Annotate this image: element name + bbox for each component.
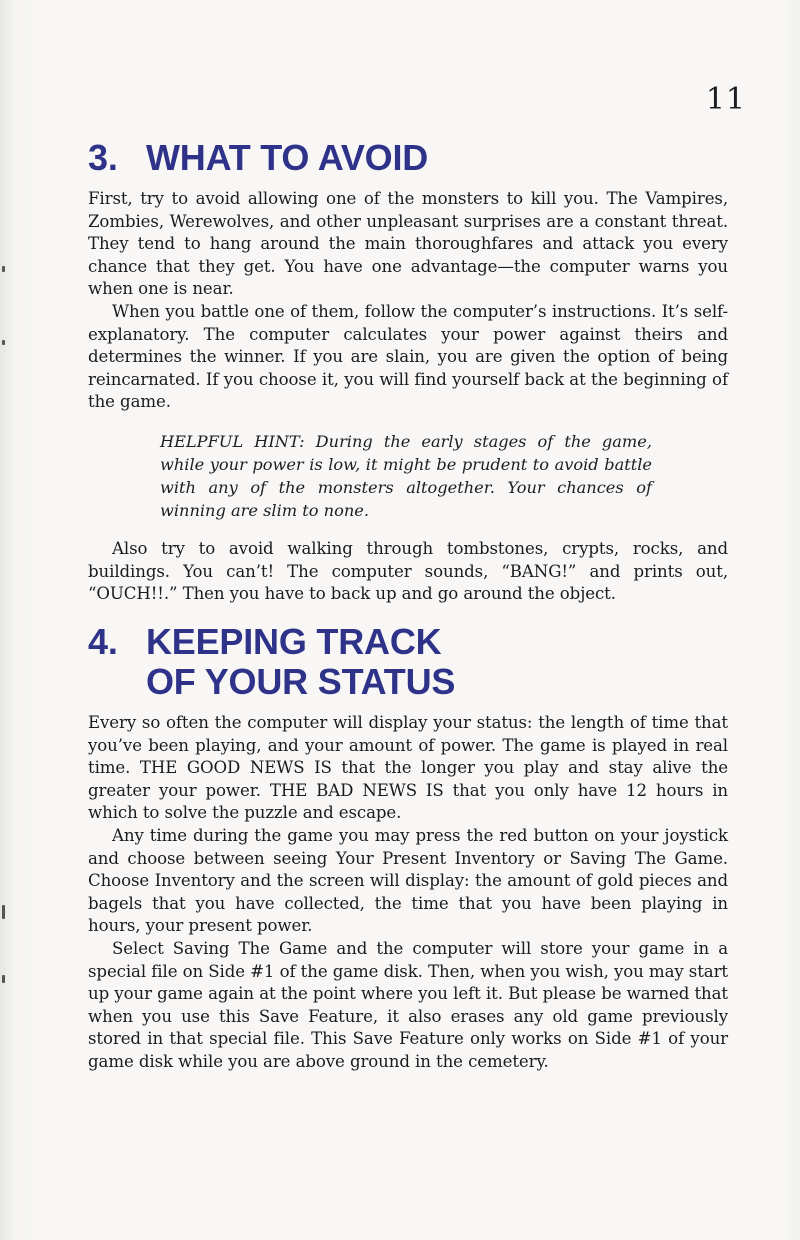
section-keeping-track-of-status [88, 622, 728, 1074]
paragraph: Every so often the computer will display your status: the length of time that you’ve been playing, and your amount of power. The game is played in real time. THE GOOD NEWS IS that the longer you play and stay alive the greater your power. THE BAD NEWS IS that you only have 12 hours in which to solve the puzzle and escape. [88, 713, 728, 823]
paragraph: Also try to avoid walking through tombstones, crypts, rocks, and buildings. You can’t! The computer sounds, “BANG!” and prints out, “OUCH!!.” Then you have to back up and go around the object. [88, 538, 728, 604]
section-title-line: WHAT TO AVOID [146, 137, 429, 178]
section-title-line: OF YOUR STATUS [146, 661, 456, 702]
section-title [146, 622, 455, 702]
page-number: 11 [705, 82, 746, 117]
section-heading [88, 138, 728, 178]
paragraph: First, try to avoid allowing one of the monsters to kill you. The Vampires, Zombies, Werewolves, and other unpleasant surprises are a constant threat. They tend to hang around the main thoroughfares and attack you every chance that they get. You have one advantage—the computer warns you when one is near. [88, 189, 728, 299]
section-what-to-avoid [88, 138, 728, 606]
paragraph: Select Saving The Game and the computer will store your game in a special file on Side #1 of the game disk. Then, when you wish, you may start up your game again at the point where you left it. But please be warned that when you use this Save Feature, it also erases any old game previously stored in that special file. This Save Feature only works on Side #1 of your game disk while you are above ground in the cemetery. [88, 938, 728, 1071]
binding-speck [2, 266, 5, 272]
section-title-line: KEEPING TRACK [146, 621, 442, 662]
paragraph: Any time during the game you may press the red button on your joystick and choose between seeing Your Present Inventory or Saving The Game. Choose Inventory and the screen will display: the amount of gold pieces and bagels that you have collected, the time that you have been playing in hours, your present power. [88, 825, 728, 936]
binding-speck [2, 975, 5, 983]
section-number: 3. [88, 137, 118, 178]
binding-speck [2, 340, 5, 345]
binding-speck [2, 905, 5, 919]
paragraph: When you battle one of them, follow the computer’s instructions. It’s self-explanatory. The computer calculates your power against theirs and determines the winner. If you are slain, you are given the option of being reincarnated. If you choose it, you will find yourself back at the beginning of the game. [88, 301, 728, 412]
section-number: 4. [88, 621, 118, 662]
section-title [146, 138, 428, 178]
section-heading [88, 622, 728, 702]
helpful-hint: HELPFUL HINT: During the early stages of the game, while your power is low, it might be prudent to avoid battle with any of the monsters altogether. Your chances of winning are slim to none. [160, 431, 652, 520]
